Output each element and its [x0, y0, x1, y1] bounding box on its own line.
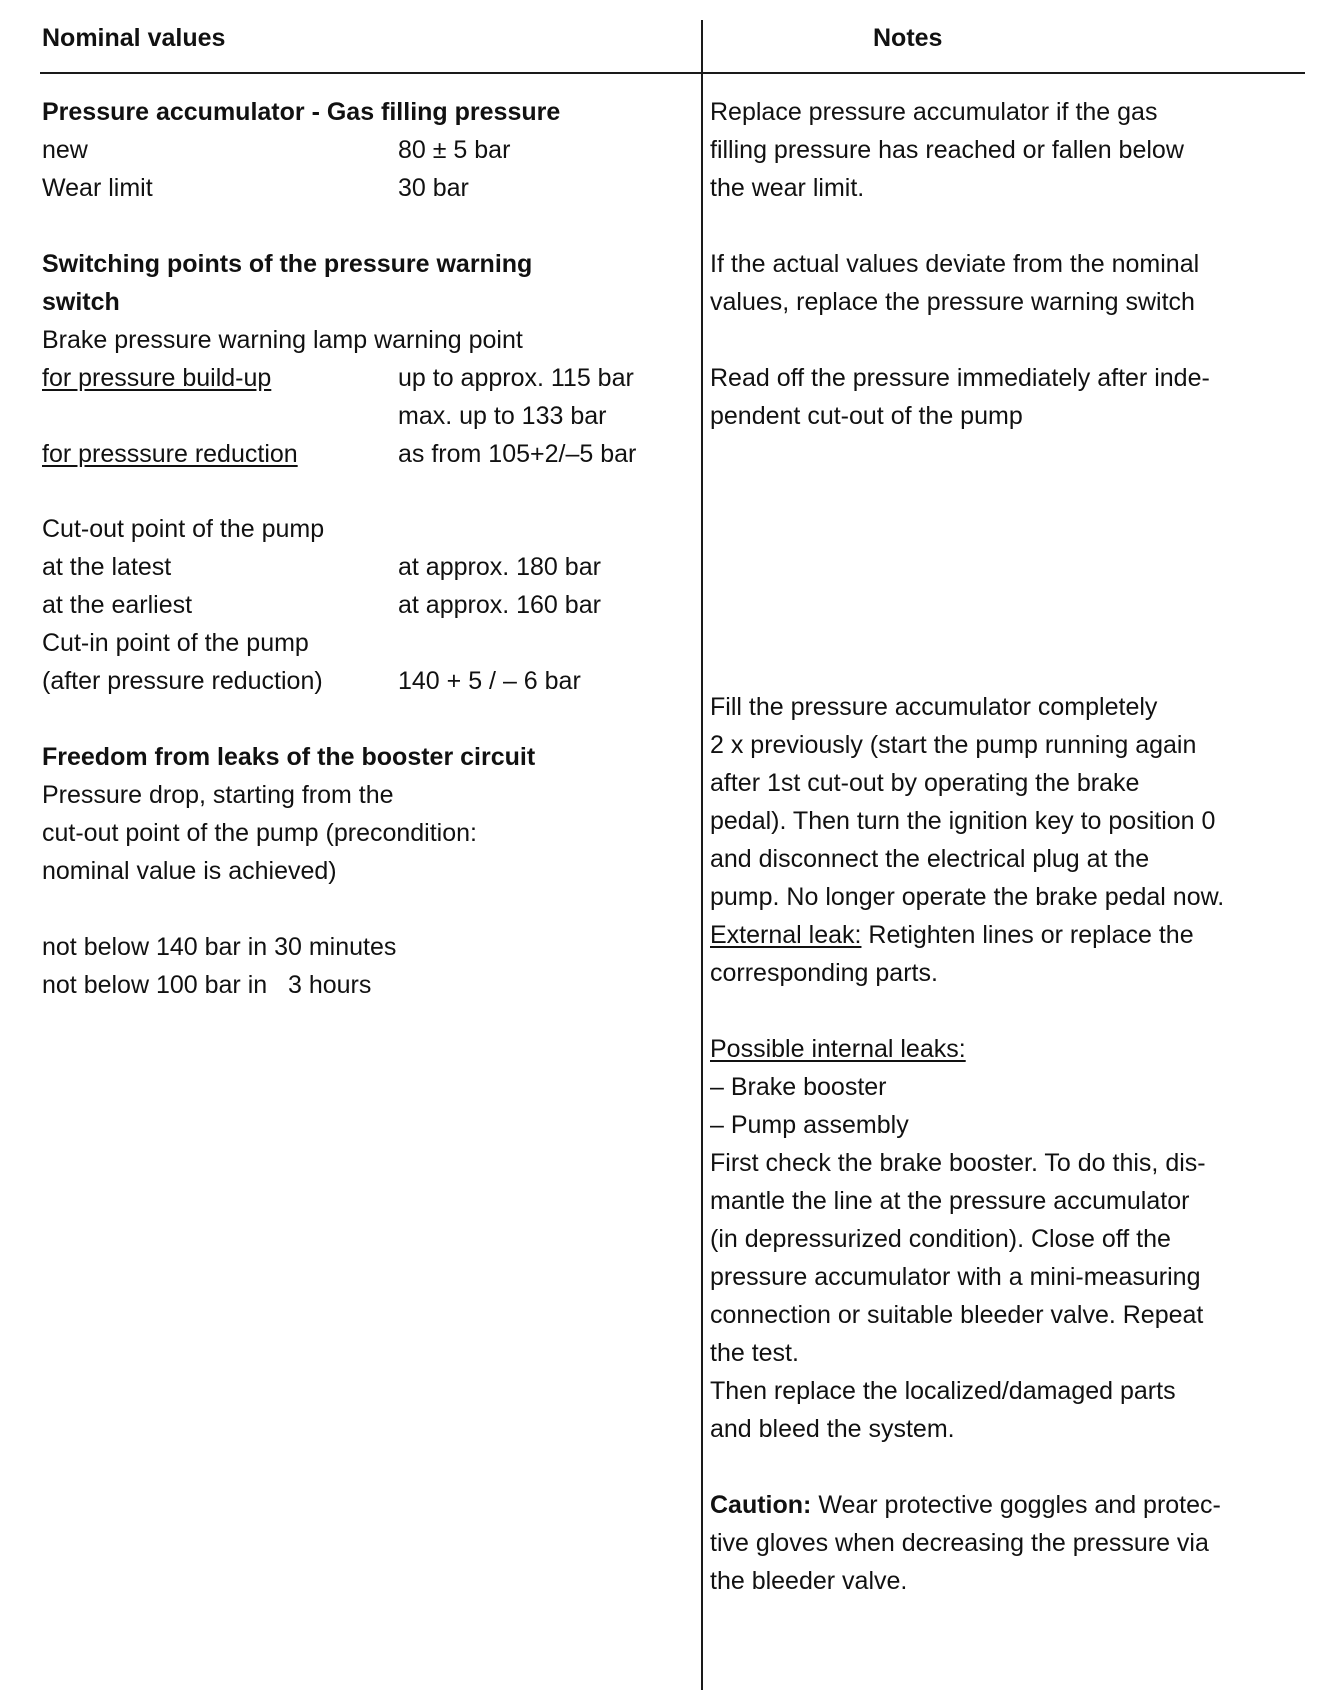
caution-text: Wear protective goggles and protec- — [811, 1491, 1221, 1519]
internal-text-line: mantle the line at the pressure accumulator — [710, 1187, 1190, 1215]
reduction-label: for presssure reduction — [42, 440, 298, 468]
note-fill-line: pedal). Then turn the ignition key to position 0 — [710, 807, 1216, 835]
note-fill-line: Fill the pressure accumulator completely — [710, 693, 1158, 721]
note-switch-line: If the actual values deviate from the nominal — [710, 250, 1200, 278]
leaks-limit: not below 100 bar in 3 hours — [42, 971, 372, 999]
accumulator-wear-label: Wear limit — [42, 174, 153, 202]
buildup-value-1: up to approx. 115 bar — [398, 364, 634, 392]
note-fill-line: pump. No longer operate the brake pedal now. — [710, 883, 1225, 911]
reduction-value: as from 105+2/–5 bar — [398, 440, 637, 468]
cutout-latest-value: at approx. 180 bar — [398, 553, 601, 581]
internal-leak-item: – Brake booster — [710, 1073, 887, 1101]
leaks-line: Pressure drop, starting from the — [42, 781, 394, 809]
external-leak-label: External leak: — [710, 921, 862, 949]
cutout-earliest-value: at approx. 160 bar — [398, 591, 601, 619]
note-switch-line: values, replace the pressure warning switch — [710, 288, 1195, 316]
note-fill-line: 2 x previously (start the pump running again — [710, 731, 1197, 759]
caution-text-line: the bleeder valve. — [710, 1567, 908, 1595]
switching-title-line2: switch — [42, 288, 120, 316]
leaks-title: Freedom from leaks of the booster circuit — [42, 743, 536, 771]
cutout-earliest-label: at the earliest — [42, 591, 193, 619]
leaks-limit: not below 140 bar in 30 minutes — [42, 933, 397, 961]
accumulator-new-value: 80 ± 5 bar — [398, 136, 511, 164]
internal-leak-item: – Pump assembly — [710, 1111, 909, 1139]
accumulator-wear-value: 30 bar — [398, 174, 469, 202]
internal-text-line: the test. — [710, 1339, 799, 1367]
note-fill-line: after 1st cut-out by operating the brake — [710, 769, 1140, 797]
header-nominal-values: Nominal values — [42, 24, 226, 52]
internal-text-line: Then replace the localized/damaged parts — [710, 1377, 1176, 1405]
column-divider — [701, 20, 703, 1690]
internal-leaks-title: Possible internal leaks: — [710, 1035, 966, 1063]
cutin-title: Cut-in point of the pump — [42, 629, 309, 657]
leaks-line: cut-out point of the pump (precondition: — [42, 819, 477, 847]
switching-title-line1: Switching points of the pressure warning — [42, 250, 533, 278]
header-rule — [40, 72, 1305, 74]
internal-text-line: pressure accumulator with a mini-measuring — [710, 1263, 1201, 1291]
internal-text-line: connection or suitable bleeder valve. Repeat — [710, 1301, 1204, 1329]
internal-text-line: First check the brake booster. To do this, dis- — [710, 1149, 1206, 1177]
external-leak-text-2: corresponding parts. — [710, 959, 938, 987]
caution-label: Caution: — [710, 1491, 812, 1519]
note-accumulator-line: filling pressure has reached or fallen below — [710, 136, 1184, 164]
note-readoff-line: pendent cut-out of the pump — [710, 402, 1023, 430]
accumulator-title: Pressure accumulator - Gas filling pressure — [42, 98, 561, 126]
note-fill-line: and disconnect the electrical plug at the — [710, 845, 1150, 873]
header-notes: Notes — [873, 24, 943, 52]
leaks-line: nominal value is achieved) — [42, 857, 337, 885]
accumulator-new-label: new — [42, 136, 88, 164]
external-leak-text: Retighten lines or replace the — [861, 921, 1194, 949]
cutout-latest-label: at the latest — [42, 553, 172, 581]
cutin-label: (after pressure reduction) — [42, 667, 323, 695]
buildup-value-2: max. up to 133 bar — [398, 402, 607, 430]
note-accumulator-line: Replace pressure accumulator if the gas — [710, 98, 1158, 126]
buildup-label: for pressure build-up — [42, 364, 272, 392]
external-leak-line — [710, 916, 1194, 954]
warning-lamp-line: Brake pressure warning lamp warning point — [42, 326, 523, 354]
internal-text-line: (in depressurized condition). Close off the — [710, 1225, 1171, 1253]
internal-text-line: and bleed the system. — [710, 1415, 955, 1443]
note-readoff-line: Read off the pressure immediately after inde- — [710, 364, 1210, 392]
caution-text-line: tive gloves when decreasing the pressure via — [710, 1529, 1209, 1557]
cutin-value: 140 + 5 / – 6 bar — [398, 667, 581, 695]
note-accumulator-line: the wear limit. — [710, 174, 865, 202]
cutout-title: Cut-out point of the pump — [42, 515, 325, 543]
caution-line — [710, 1486, 1221, 1524]
